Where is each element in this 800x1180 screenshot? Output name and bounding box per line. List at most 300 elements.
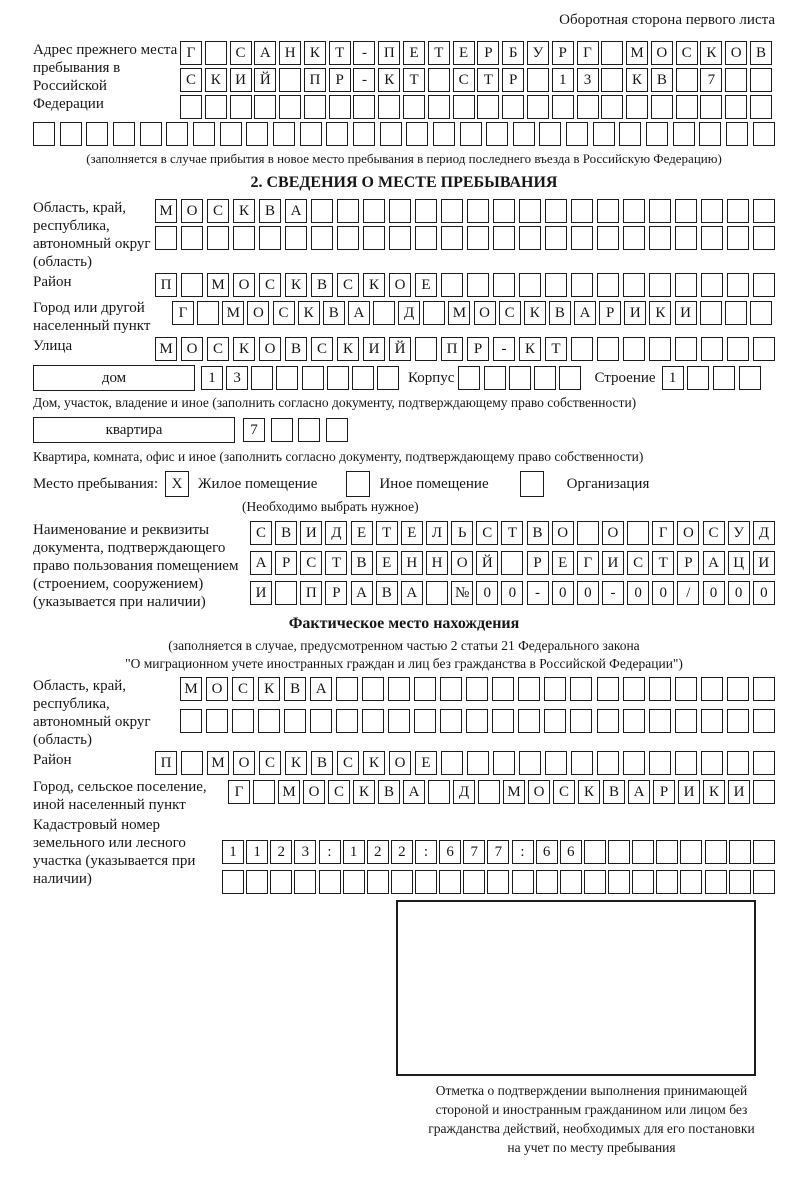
form-cell[interactable] <box>649 226 671 250</box>
form-cell[interactable]: К <box>703 780 725 804</box>
form-cell[interactable] <box>181 273 203 297</box>
form-cell[interactable] <box>343 870 365 894</box>
form-cell[interactable]: И <box>363 337 385 361</box>
form-cell[interactable] <box>206 709 228 733</box>
form-cell[interactable]: Е <box>453 41 475 65</box>
form-cell[interactable]: О <box>303 780 325 804</box>
form-cell[interactable]: К <box>626 68 648 92</box>
form-cell[interactable] <box>373 301 395 325</box>
form-cell[interactable] <box>467 751 489 775</box>
form-cell[interactable] <box>699 122 721 146</box>
form-cell[interactable]: Ь <box>451 521 473 545</box>
form-cell[interactable]: С <box>259 273 281 297</box>
form-cell[interactable] <box>363 226 385 250</box>
form-cell[interactable] <box>753 226 775 250</box>
form-cell[interactable] <box>389 226 411 250</box>
form-cell[interactable]: Р <box>477 41 499 65</box>
form-cell[interactable]: К <box>258 677 280 701</box>
form-cell[interactable] <box>327 366 349 390</box>
form-cell[interactable]: Г <box>652 521 674 545</box>
form-cell[interactable] <box>700 301 722 325</box>
form-cell[interactable] <box>753 751 775 775</box>
form-cell[interactable] <box>750 301 772 325</box>
form-cell[interactable]: В <box>527 521 549 545</box>
form-cell[interactable] <box>329 95 351 119</box>
form-cell[interactable]: 0 <box>703 581 725 605</box>
form-cell[interactable]: Р <box>677 551 699 575</box>
form-cell[interactable]: В <box>311 273 333 297</box>
form-cell[interactable]: К <box>378 68 400 92</box>
form-cell[interactable] <box>536 870 558 894</box>
form-cell[interactable] <box>467 226 489 250</box>
form-cell[interactable]: 2 <box>391 840 413 864</box>
form-cell[interactable] <box>527 95 549 119</box>
form-cell[interactable] <box>626 95 648 119</box>
form-cell[interactable]: Г <box>577 551 599 575</box>
form-cell[interactable] <box>577 521 599 545</box>
form-cell[interactable]: О <box>181 337 203 361</box>
form-cell[interactable]: А <box>401 581 423 605</box>
form-cell[interactable]: Р <box>653 780 675 804</box>
form-cell[interactable] <box>302 366 324 390</box>
form-cell[interactable]: Е <box>376 551 398 575</box>
form-cell[interactable]: Й <box>254 68 276 92</box>
form-cell[interactable]: К <box>649 301 671 325</box>
stay-type-checkbox-organization[interactable] <box>520 471 544 497</box>
form-cell[interactable] <box>377 366 399 390</box>
form-cell[interactable] <box>493 751 515 775</box>
form-cell[interactable] <box>649 677 671 701</box>
form-cell[interactable]: В <box>651 68 673 92</box>
form-cell[interactable]: П <box>300 581 322 605</box>
form-cell[interactable] <box>220 122 242 146</box>
form-cell[interactable]: С <box>259 751 281 775</box>
form-cell[interactable]: 7 <box>700 68 722 92</box>
form-cell[interactable]: Л <box>426 521 448 545</box>
form-cell[interactable] <box>423 301 445 325</box>
form-cell[interactable] <box>753 709 775 733</box>
form-cell[interactable] <box>367 870 389 894</box>
form-cell[interactable] <box>725 301 747 325</box>
form-cell[interactable] <box>560 870 582 894</box>
form-cell[interactable] <box>552 95 574 119</box>
form-cell[interactable] <box>680 870 702 894</box>
form-cell[interactable]: 1 <box>552 68 574 92</box>
form-cell[interactable] <box>270 870 292 894</box>
form-cell[interactable] <box>725 68 747 92</box>
form-cell[interactable] <box>544 677 566 701</box>
form-cell[interactable]: Р <box>552 41 574 65</box>
form-cell[interactable]: С <box>476 521 498 545</box>
form-cell[interactable]: 0 <box>552 581 574 605</box>
form-cell[interactable]: 7 <box>243 418 265 442</box>
form-cell[interactable] <box>362 677 384 701</box>
form-cell[interactable]: С <box>499 301 521 325</box>
form-cell[interactable] <box>440 709 462 733</box>
form-cell[interactable]: 6 <box>560 840 582 864</box>
form-cell[interactable] <box>593 122 615 146</box>
form-cell[interactable]: / <box>677 581 699 605</box>
form-cell[interactable] <box>406 122 428 146</box>
form-cell[interactable]: 6 <box>536 840 558 864</box>
form-cell[interactable] <box>193 122 215 146</box>
form-cell[interactable]: С <box>453 68 475 92</box>
form-cell[interactable] <box>632 840 654 864</box>
form-cell[interactable]: П <box>155 751 177 775</box>
form-cell[interactable]: Ц <box>728 551 750 575</box>
form-cell[interactable] <box>311 226 333 250</box>
form-cell[interactable] <box>545 273 567 297</box>
form-cell[interactable] <box>113 122 135 146</box>
form-cell[interactable]: К <box>519 337 541 361</box>
form-cell[interactable] <box>487 870 509 894</box>
form-cell[interactable]: Е <box>403 41 425 65</box>
form-cell[interactable] <box>326 122 348 146</box>
form-cell[interactable]: А <box>348 301 370 325</box>
form-cell[interactable] <box>466 709 488 733</box>
form-cell[interactable]: С <box>207 337 229 361</box>
form-cell[interactable]: К <box>298 301 320 325</box>
form-cell[interactable]: В <box>549 301 571 325</box>
form-cell[interactable] <box>727 273 749 297</box>
form-cell[interactable]: А <box>254 41 276 65</box>
form-cell[interactable] <box>353 122 375 146</box>
form-cell[interactable]: Г <box>577 41 599 65</box>
form-cell[interactable]: 3 <box>294 840 316 864</box>
form-cell[interactable]: Р <box>325 581 347 605</box>
form-cell[interactable]: И <box>728 780 750 804</box>
form-cell[interactable]: Н <box>426 551 448 575</box>
form-cell[interactable]: С <box>337 273 359 297</box>
form-cell[interactable] <box>181 226 203 250</box>
form-cell[interactable] <box>649 337 671 361</box>
form-cell[interactable] <box>453 95 475 119</box>
form-cell[interactable] <box>363 199 385 223</box>
form-cell[interactable]: 2 <box>367 840 389 864</box>
form-cell[interactable] <box>512 870 534 894</box>
form-cell[interactable] <box>680 840 702 864</box>
form-cell[interactable] <box>675 677 697 701</box>
form-cell[interactable]: Т <box>477 68 499 92</box>
form-cell[interactable]: Р <box>502 68 524 92</box>
form-cell[interactable] <box>729 870 751 894</box>
form-cell[interactable]: Е <box>552 551 574 575</box>
form-cell[interactable]: С <box>703 521 725 545</box>
form-cell[interactable]: Т <box>329 41 351 65</box>
form-cell[interactable] <box>300 122 322 146</box>
form-cell[interactable] <box>311 199 333 223</box>
form-cell[interactable] <box>601 68 623 92</box>
form-cell[interactable] <box>700 95 722 119</box>
form-cell[interactable] <box>276 366 298 390</box>
form-cell[interactable]: Й <box>476 551 498 575</box>
form-cell[interactable]: А <box>250 551 272 575</box>
form-cell[interactable] <box>433 122 455 146</box>
form-cell[interactable] <box>310 709 332 733</box>
form-cell[interactable] <box>403 95 425 119</box>
form-cell[interactable]: Т <box>325 551 347 575</box>
form-cell[interactable]: М <box>155 199 177 223</box>
form-cell[interactable] <box>577 95 599 119</box>
form-cell[interactable]: К <box>524 301 546 325</box>
form-cell[interactable] <box>623 751 645 775</box>
form-cell[interactable]: Б <box>502 41 524 65</box>
form-cell[interactable]: 7 <box>463 840 485 864</box>
form-cell[interactable] <box>675 751 697 775</box>
form-cell[interactable]: В <box>284 677 306 701</box>
form-cell[interactable]: С <box>300 551 322 575</box>
form-cell[interactable] <box>597 337 619 361</box>
form-cell[interactable]: - <box>527 581 549 605</box>
form-cell[interactable]: Н <box>401 551 423 575</box>
form-cell[interactable] <box>222 870 244 894</box>
form-cell[interactable]: В <box>285 337 307 361</box>
form-cell[interactable]: К <box>233 337 255 361</box>
form-cell[interactable]: 3 <box>226 366 248 390</box>
form-cell[interactable] <box>739 366 761 390</box>
form-cell[interactable] <box>509 366 531 390</box>
form-cell[interactable] <box>380 122 402 146</box>
form-cell[interactable] <box>246 870 268 894</box>
form-cell[interactable] <box>656 840 678 864</box>
form-cell[interactable] <box>285 226 307 250</box>
form-cell[interactable]: - <box>602 581 624 605</box>
form-cell[interactable] <box>279 68 301 92</box>
form-cell[interactable] <box>319 870 341 894</box>
form-cell[interactable]: С <box>232 677 254 701</box>
form-cell[interactable]: : <box>512 840 534 864</box>
form-cell[interactable]: П <box>441 337 463 361</box>
form-cell[interactable]: С <box>337 751 359 775</box>
form-cell[interactable] <box>597 273 619 297</box>
form-cell[interactable]: К <box>205 68 227 92</box>
form-cell[interactable] <box>726 122 748 146</box>
form-cell[interactable] <box>428 780 450 804</box>
form-cell[interactable]: К <box>285 273 307 297</box>
form-cell[interactable] <box>753 840 775 864</box>
form-cell[interactable] <box>753 677 775 701</box>
form-cell[interactable]: О <box>602 521 624 545</box>
form-cell[interactable]: А <box>351 581 373 605</box>
form-cell[interactable] <box>675 199 697 223</box>
form-cell[interactable] <box>205 41 227 65</box>
form-cell[interactable] <box>519 273 541 297</box>
form-cell[interactable]: Т <box>545 337 567 361</box>
form-cell[interactable] <box>478 780 500 804</box>
form-cell[interactable]: А <box>703 551 725 575</box>
form-cell[interactable] <box>676 95 698 119</box>
form-cell[interactable] <box>534 366 556 390</box>
form-cell[interactable]: М <box>155 337 177 361</box>
form-cell[interactable]: 1 <box>222 840 244 864</box>
form-cell[interactable]: О <box>725 41 747 65</box>
form-cell[interactable] <box>426 581 448 605</box>
form-cell[interactable] <box>279 95 301 119</box>
form-cell[interactable]: С <box>627 551 649 575</box>
form-cell[interactable]: 3 <box>577 68 599 92</box>
form-cell[interactable]: А <box>403 780 425 804</box>
form-cell[interactable] <box>727 677 749 701</box>
form-cell[interactable] <box>673 122 695 146</box>
form-cell[interactable] <box>571 273 593 297</box>
form-cell[interactable] <box>326 418 348 442</box>
form-cell[interactable]: 0 <box>577 581 599 605</box>
form-cell[interactable] <box>440 677 462 701</box>
form-cell[interactable]: О <box>206 677 228 701</box>
form-cell[interactable]: И <box>624 301 646 325</box>
form-cell[interactable] <box>166 122 188 146</box>
form-cell[interactable] <box>619 122 641 146</box>
form-cell[interactable] <box>484 366 506 390</box>
form-cell[interactable] <box>388 709 410 733</box>
form-cell[interactable]: М <box>448 301 470 325</box>
form-cell[interactable]: О <box>389 751 411 775</box>
form-cell[interactable]: Т <box>428 41 450 65</box>
form-cell[interactable]: В <box>378 780 400 804</box>
form-cell[interactable] <box>493 273 515 297</box>
form-cell[interactable] <box>519 226 541 250</box>
form-cell[interactable] <box>253 780 275 804</box>
form-cell[interactable] <box>414 709 436 733</box>
form-cell[interactable] <box>675 226 697 250</box>
form-cell[interactable]: А <box>574 301 596 325</box>
form-cell[interactable]: - <box>493 337 515 361</box>
form-cell[interactable] <box>544 709 566 733</box>
form-cell[interactable] <box>601 41 623 65</box>
form-cell[interactable] <box>441 273 463 297</box>
form-cell[interactable] <box>336 677 358 701</box>
form-cell[interactable] <box>727 751 749 775</box>
form-cell[interactable]: С <box>180 68 202 92</box>
form-cell[interactable]: 0 <box>627 581 649 605</box>
form-cell[interactable] <box>486 122 508 146</box>
form-cell[interactable] <box>477 95 499 119</box>
form-cell[interactable] <box>597 677 619 701</box>
form-cell[interactable] <box>545 226 567 250</box>
form-cell[interactable] <box>414 677 436 701</box>
form-cell[interactable] <box>623 226 645 250</box>
form-cell[interactable]: В <box>323 301 345 325</box>
form-cell[interactable]: С <box>207 199 229 223</box>
form-cell[interactable]: Д <box>453 780 475 804</box>
form-cell[interactable]: К <box>363 751 385 775</box>
form-cell[interactable]: С <box>250 521 272 545</box>
form-cell[interactable]: К <box>363 273 385 297</box>
form-cell[interactable] <box>205 95 227 119</box>
form-cell[interactable] <box>559 366 581 390</box>
form-cell[interactable]: Е <box>415 273 437 297</box>
form-cell[interactable]: П <box>378 41 400 65</box>
form-cell[interactable] <box>467 199 489 223</box>
form-cell[interactable] <box>273 122 295 146</box>
form-cell[interactable] <box>352 366 374 390</box>
form-cell[interactable] <box>458 366 480 390</box>
form-cell[interactable]: М <box>207 751 229 775</box>
form-cell[interactable] <box>362 709 384 733</box>
form-cell[interactable]: Е <box>351 521 373 545</box>
form-cell[interactable] <box>727 199 749 223</box>
form-cell[interactable]: И <box>678 780 700 804</box>
form-cell[interactable] <box>725 95 747 119</box>
form-cell[interactable] <box>729 840 751 864</box>
form-cell[interactable] <box>501 551 523 575</box>
form-cell[interactable] <box>466 677 488 701</box>
form-cell[interactable] <box>701 677 723 701</box>
form-cell[interactable] <box>251 366 273 390</box>
form-cell[interactable] <box>753 273 775 297</box>
form-cell[interactable] <box>597 709 619 733</box>
form-cell[interactable] <box>753 780 775 804</box>
form-cell[interactable] <box>570 709 592 733</box>
form-cell[interactable] <box>727 226 749 250</box>
form-cell[interactable] <box>649 273 671 297</box>
form-cell[interactable]: 1 <box>662 366 684 390</box>
form-cell[interactable] <box>701 199 723 223</box>
form-cell[interactable] <box>519 199 541 223</box>
form-cell[interactable] <box>389 199 411 223</box>
form-cell[interactable]: 1 <box>246 840 268 864</box>
form-cell[interactable]: О <box>651 41 673 65</box>
form-cell[interactable] <box>705 840 727 864</box>
form-cell[interactable]: 0 <box>476 581 498 605</box>
form-cell[interactable] <box>428 95 450 119</box>
form-cell[interactable] <box>705 870 727 894</box>
form-cell[interactable] <box>197 301 219 325</box>
form-cell[interactable] <box>155 226 177 250</box>
form-cell[interactable]: Г <box>180 41 202 65</box>
form-cell[interactable]: К <box>304 41 326 65</box>
form-cell[interactable] <box>584 840 606 864</box>
form-cell[interactable] <box>727 709 749 733</box>
form-cell[interactable]: М <box>626 41 648 65</box>
form-cell[interactable] <box>353 95 375 119</box>
form-cell[interactable] <box>608 870 630 894</box>
form-cell[interactable] <box>304 95 326 119</box>
form-cell[interactable]: О <box>259 337 281 361</box>
form-cell[interactable]: И <box>300 521 322 545</box>
form-cell[interactable] <box>623 337 645 361</box>
stay-type-checkbox-other-premises[interactable] <box>346 471 370 497</box>
form-cell[interactable] <box>570 677 592 701</box>
form-cell[interactable] <box>656 870 678 894</box>
form-cell[interactable] <box>608 840 630 864</box>
form-cell[interactable] <box>646 122 668 146</box>
form-cell[interactable]: 0 <box>753 581 775 605</box>
form-cell[interactable]: У <box>728 521 750 545</box>
form-cell[interactable]: Р <box>527 551 549 575</box>
form-cell[interactable]: О <box>389 273 411 297</box>
form-cell[interactable]: Е <box>415 751 437 775</box>
form-cell[interactable]: Н <box>279 41 301 65</box>
form-cell[interactable] <box>627 521 649 545</box>
form-cell[interactable] <box>391 870 413 894</box>
form-cell[interactable] <box>753 337 775 361</box>
form-cell[interactable] <box>463 870 485 894</box>
form-cell[interactable]: П <box>304 68 326 92</box>
form-cell[interactable] <box>181 751 203 775</box>
form-cell[interactable]: О <box>451 551 473 575</box>
form-cell[interactable]: Р <box>467 337 489 361</box>
form-cell[interactable] <box>460 122 482 146</box>
form-cell[interactable] <box>284 709 306 733</box>
form-cell[interactable]: И <box>230 68 252 92</box>
form-cell[interactable] <box>571 199 593 223</box>
form-cell[interactable] <box>701 337 723 361</box>
form-cell[interactable] <box>649 751 671 775</box>
form-cell[interactable] <box>33 122 55 146</box>
form-cell[interactable]: В <box>311 751 333 775</box>
form-cell[interactable] <box>259 226 281 250</box>
